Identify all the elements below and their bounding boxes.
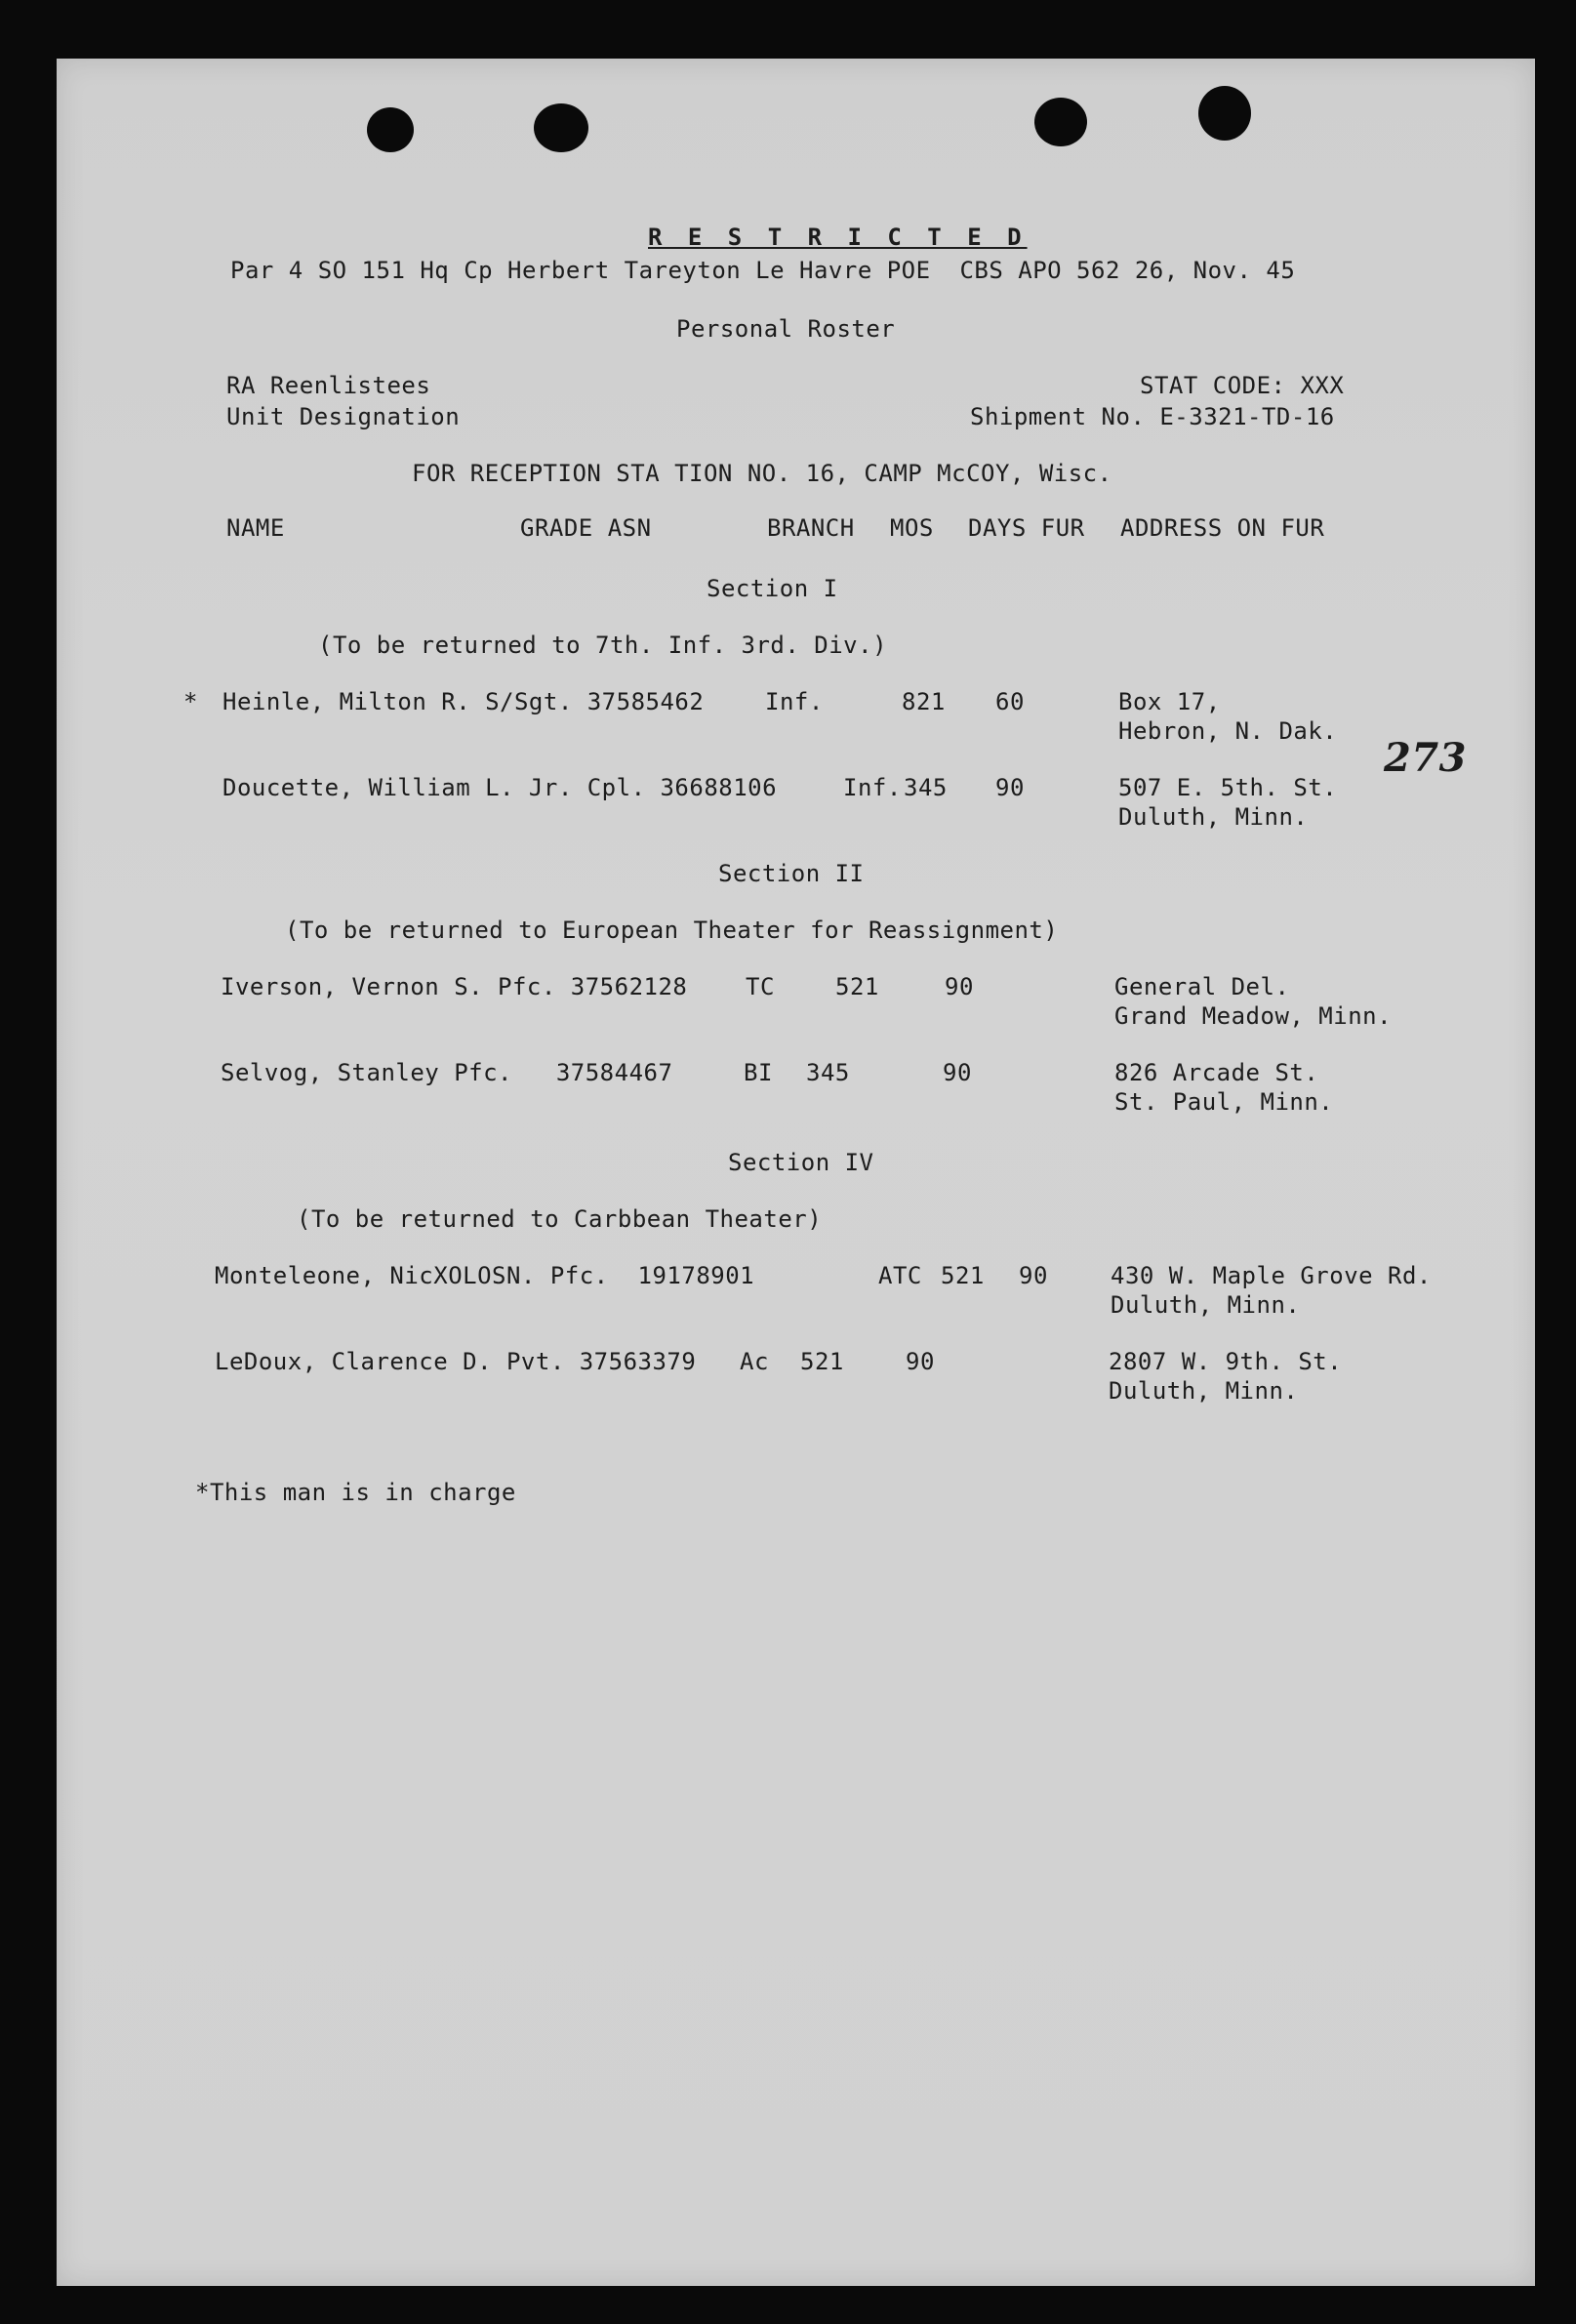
roster-address-line1: Box 17, [1118, 688, 1221, 715]
section-title: Section IV [728, 1149, 874, 1176]
roster-name: Selvog, Stanley Pfc. 37584467 [221, 1059, 673, 1086]
roster-name: Monteleone, NicXOLOSN. Pfc. 19178901 [215, 1262, 755, 1289]
section-title: Section II [718, 860, 865, 887]
roster-name: LeDoux, Clarence D. Pvt. 37563379 [215, 1348, 697, 1375]
roster-branch: Ac [740, 1348, 769, 1375]
shipment-number: Shipment No. E-3321-TD-16 [970, 403, 1335, 430]
roster-days: 90 [995, 774, 1025, 801]
roster-days: 90 [945, 973, 974, 1000]
roster-address-line2: Duluth, Minn. [1118, 803, 1309, 831]
roster-branch: Inf. [765, 688, 824, 715]
classification-heading: R E S T R I C T E D [648, 224, 1028, 251]
destination-line: FOR RECEPTION STA TION NO. 16, CAMP McCOY, Wisc. [412, 460, 1112, 487]
column-header-address: ADDRESS ON FUR [1120, 514, 1325, 542]
roster-address-line1: General Del. [1114, 973, 1290, 1000]
roster-address-line1: 507 E. 5th. St. [1118, 774, 1338, 801]
roster-name: Iverson, Vernon S. Pfc. 37562128 [221, 973, 688, 1000]
unit-designation: Unit Designation [226, 403, 461, 430]
order-line: Par 4 SO 151 Hq Cp Herbert Tareyton Le Havre POE CBS APO 562 26, Nov. 45 [230, 257, 1296, 284]
page-number: 273 [1384, 735, 1467, 781]
roster-address-line2: Grand Meadow, Minn. [1114, 1002, 1393, 1030]
stat-code: STAT CODE: XXX [1140, 372, 1345, 399]
punch-hole [367, 107, 414, 152]
section-subtitle: (To be returned to Carbbean Theater) [297, 1205, 823, 1233]
column-header-name: NAME [226, 514, 285, 542]
document-title: Personal Roster [676, 315, 896, 343]
in-charge-mark: * [183, 688, 198, 715]
roster-address-line2: Duluth, Minn. [1109, 1377, 1299, 1405]
column-header-grade-asn: GRADE ASN [520, 514, 652, 542]
roster-branch: ATC [878, 1262, 922, 1289]
section-subtitle: (To be returned to 7th. Inf. 3rd. Div.) [318, 632, 888, 659]
roster-branch: TC [746, 973, 775, 1000]
roster-days: 60 [995, 688, 1025, 715]
roster-mos: 345 [806, 1059, 850, 1086]
punch-hole [534, 103, 588, 152]
roster-address-line1: 826 Arcade St. [1114, 1059, 1319, 1086]
roster-mos: 521 [800, 1348, 844, 1375]
roster-mos: 521 [941, 1262, 985, 1289]
punch-hole [1034, 98, 1087, 146]
roster-days: 90 [943, 1059, 972, 1086]
column-header-branch: BRANCH [767, 514, 855, 542]
roster-address-line1: 2807 W. 9th. St. [1109, 1348, 1343, 1375]
roster-days: 90 [1019, 1262, 1048, 1289]
column-header-mos: MOS [890, 514, 934, 542]
roster-address-line1: 430 W. Maple Grove Rd. [1111, 1262, 1432, 1289]
roster-name: Heinle, Milton R. S/Sgt. 37585462 [222, 688, 705, 715]
roster-name: Doucette, William L. Jr. Cpl. 36688106 [222, 774, 778, 801]
footnote: *This man is in charge [195, 1479, 516, 1506]
column-header-days-fur: DAYS FUR [968, 514, 1085, 542]
section-subtitle: (To be returned to European Theater for Reassignment) [285, 917, 1059, 944]
roster-mos: 345 [904, 774, 948, 801]
roster-mos: 521 [835, 973, 879, 1000]
roster-days: 90 [906, 1348, 935, 1375]
unit-label: RA Reenlistees [226, 372, 431, 399]
roster-address-line2: St. Paul, Minn. [1114, 1088, 1334, 1116]
roster-branch: Inf. [843, 774, 902, 801]
roster-address-line2: Hebron, N. Dak. [1118, 717, 1338, 745]
section-title: Section I [707, 575, 838, 602]
roster-mos: 821 [902, 688, 946, 715]
roster-branch: BI [744, 1059, 773, 1086]
punch-hole [1198, 86, 1251, 141]
roster-address-line2: Duluth, Minn. [1111, 1291, 1301, 1319]
